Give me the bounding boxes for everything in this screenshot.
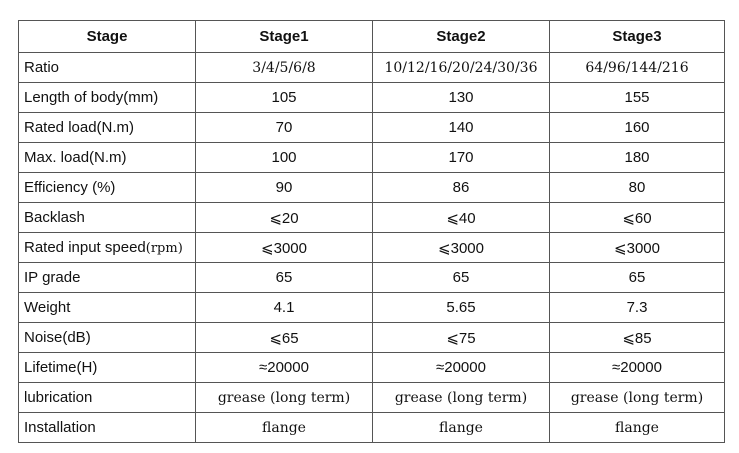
cell-value: ⩽20 — [196, 203, 373, 233]
table-row — [19, 113, 725, 143]
row-label: IP grade — [19, 263, 196, 293]
row-label: Max. load(N.m) — [19, 143, 196, 173]
cell-value: grease (long term) — [550, 383, 725, 413]
table-row — [19, 173, 725, 203]
table-row — [19, 143, 725, 173]
cell-value: 4.1 — [196, 293, 373, 323]
cell-value: 130 — [373, 83, 550, 113]
cell-value: 65 — [373, 263, 550, 293]
cell-value: 65 — [550, 263, 725, 293]
row-label-unit: (rpm) — [145, 241, 183, 256]
cell-value: ≈20000 — [550, 353, 725, 383]
row-label — [19, 233, 196, 263]
cell-value: 3/4/5/6/8 — [196, 53, 373, 83]
cell-value: ⩽65 — [196, 323, 373, 353]
row-label: Rated load(N.m) — [19, 113, 196, 143]
table-row — [19, 83, 725, 113]
cell-value: ≈20000 — [373, 353, 550, 383]
cell-value: ≈20000 — [196, 353, 373, 383]
cell-value: flange — [196, 413, 373, 443]
cell-value: grease (long term) — [373, 383, 550, 413]
row-label: Noise(dB) — [19, 323, 196, 353]
cell-value: 170 — [373, 143, 550, 173]
table-row — [19, 233, 725, 263]
cell-value: 180 — [550, 143, 725, 173]
cell-value: 105 — [196, 83, 373, 113]
header-stage3: Stage3 — [550, 21, 725, 53]
specification-table — [18, 20, 725, 443]
cell-value: 80 — [550, 173, 725, 203]
cell-value: ⩽75 — [373, 323, 550, 353]
table-row — [19, 53, 725, 83]
cell-value: ⩽40 — [373, 203, 550, 233]
cell-value: 160 — [550, 113, 725, 143]
cell-value: 86 — [373, 173, 550, 203]
cell-value: ⩽85 — [550, 323, 725, 353]
row-label: Length of body(mm) — [19, 83, 196, 113]
table-row — [19, 263, 725, 293]
row-label: Installation — [19, 413, 196, 443]
row-label-text: Rated input speed — [24, 239, 146, 256]
table-row — [19, 323, 725, 353]
cell-value: 100 — [196, 143, 373, 173]
row-label: Efficiency (%) — [19, 173, 196, 203]
cell-value: ⩽3000 — [196, 233, 373, 263]
header-row — [19, 21, 725, 53]
cell-value: ⩽60 — [550, 203, 725, 233]
header-stage2: Stage2 — [373, 21, 550, 53]
cell-value: 7.3 — [550, 293, 725, 323]
cell-value: ⩽3000 — [373, 233, 550, 263]
row-label: Weight — [19, 293, 196, 323]
header-stage: Stage — [19, 21, 196, 53]
row-label: Backlash — [19, 203, 196, 233]
cell-value: 155 — [550, 83, 725, 113]
cell-value: 10/12/16/20/24/30/36 — [373, 53, 550, 83]
cell-value: 64/96/144/216 — [550, 53, 725, 83]
table-row — [19, 353, 725, 383]
cell-value: grease (long term) — [196, 383, 373, 413]
row-label: Lifetime(H) — [19, 353, 196, 383]
table-row — [19, 383, 725, 413]
table-row — [19, 293, 725, 323]
cell-value: flange — [550, 413, 725, 443]
table-row — [19, 203, 725, 233]
cell-value: 140 — [373, 113, 550, 143]
cell-value: 70 — [196, 113, 373, 143]
cell-value: ⩽3000 — [550, 233, 725, 263]
row-label: lubrication — [19, 383, 196, 413]
cell-value: flange — [373, 413, 550, 443]
header-stage1: Stage1 — [196, 21, 373, 53]
cell-value: 5.65 — [373, 293, 550, 323]
row-label: Ratio — [19, 53, 196, 83]
cell-value: 90 — [196, 173, 373, 203]
cell-value: 65 — [196, 263, 373, 293]
table-row — [19, 413, 725, 443]
